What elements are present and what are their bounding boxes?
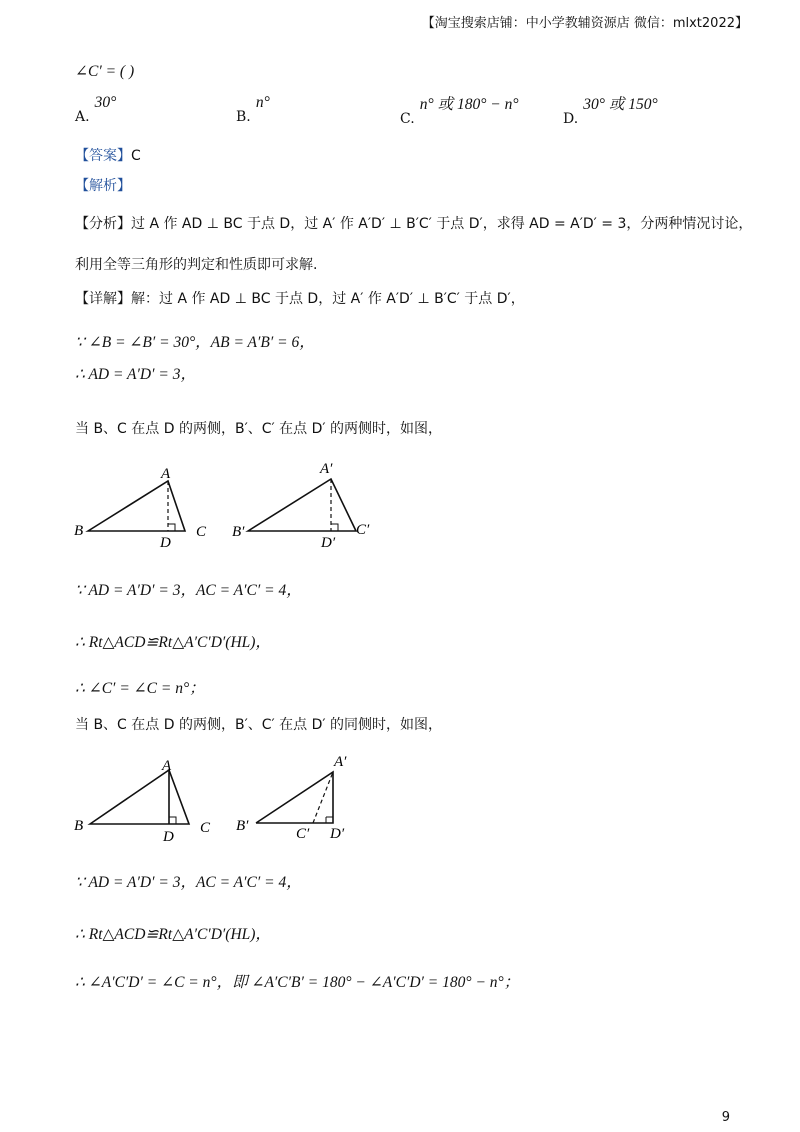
- figure-2: [68, 752, 398, 852]
- label-A-prime: A′: [320, 461, 333, 477]
- figure-1-right: [232, 461, 370, 551]
- case2-congruent: ∴ Rt△ACD≌Rt△A′C′D′(HL)，: [75, 926, 271, 943]
- label-A-prime: A′: [334, 754, 347, 770]
- option-c: C. n° 或 180° − n°: [400, 96, 519, 127]
- label-D: D: [160, 535, 171, 551]
- answer-line: 【答案】C: [75, 148, 141, 164]
- header-shop-text: 【淘宝搜索店铺：中小学教辅资源店 微信：mlxt2022】: [421, 16, 748, 31]
- label-B-prime: B′: [232, 524, 245, 540]
- label-C: C: [196, 524, 207, 540]
- label-C-prime: C′: [296, 826, 310, 842]
- option-d: D. 30° 或 150°: [563, 96, 658, 127]
- figure-1-left: [74, 466, 207, 551]
- figure-1: [68, 458, 398, 558]
- case2-line: 当 B、C 在点 D 的两侧，B′、C′ 在点 D′ 的同侧时，如图，: [75, 717, 443, 733]
- ad-line: ∴ AD = A′D′ = 3，: [75, 366, 196, 383]
- label-A: A: [161, 466, 171, 482]
- figure-2-left: [74, 758, 211, 845]
- label-D-prime: D′: [321, 535, 336, 551]
- case1-congruent: ∴ Rt△ACD≌Rt△A′C′D′(HL)，: [75, 634, 271, 651]
- case2-because: ∵ AD = A′D′ = 3，AC = A′C′ = 4，: [75, 874, 302, 891]
- label-C-prime: C′: [356, 522, 370, 538]
- given-line: ∵ ∠B = ∠B′ = 30°，AB = A′B′ = 6，: [75, 334, 315, 351]
- case1-line: 当 B、C 在点 D 的两侧，B′、C′ 在点 D′ 的两侧时，如图，: [75, 421, 443, 437]
- label-D-prime: D′: [330, 826, 345, 842]
- analysis-label: 【解析】: [75, 178, 131, 194]
- case1-result: ∴ ∠C′ = ∠C = n°；: [75, 680, 205, 697]
- option-b: B. n°: [236, 94, 270, 125]
- detail-line: 【详解】解：过 A 作 AD ⊥ BC 于点 D，过 A′ 作 A′D′ ⊥ B′C′ 于点 D′，: [75, 291, 525, 307]
- figure-2-right: [236, 754, 347, 842]
- label-A: A: [162, 758, 172, 774]
- analysis-line-2: 利用全等三角形的判定和性质即可求解.: [75, 257, 318, 273]
- option-a: A. 30°: [75, 94, 117, 125]
- label-B-prime: B′: [236, 818, 249, 834]
- analysis-line-1: 【分析】过 A 作 AD ⊥ BC 于点 D，过 A′ 作 A′D′ ⊥ B′C′ 于点 D′，求得 AD = A′D′ = 3，分两种情况讨论，: [75, 216, 753, 232]
- page-number: 9: [721, 1110, 730, 1125]
- case2-result: ∴ ∠A′C′D′ = ∠C = n°，即 ∠A′C′B′ = 180° − ∠A′C′D′ = 180° − n°；: [75, 974, 520, 991]
- case1-because: ∵ AD = A′D′ = 3，AC = A′C′ = 4，: [75, 582, 302, 599]
- label-B: B: [74, 523, 84, 539]
- label-C: C: [200, 820, 211, 836]
- question-stem: ∠C′ = ( ): [75, 63, 135, 80]
- label-D: D: [163, 829, 174, 845]
- label-B: B: [74, 818, 84, 834]
